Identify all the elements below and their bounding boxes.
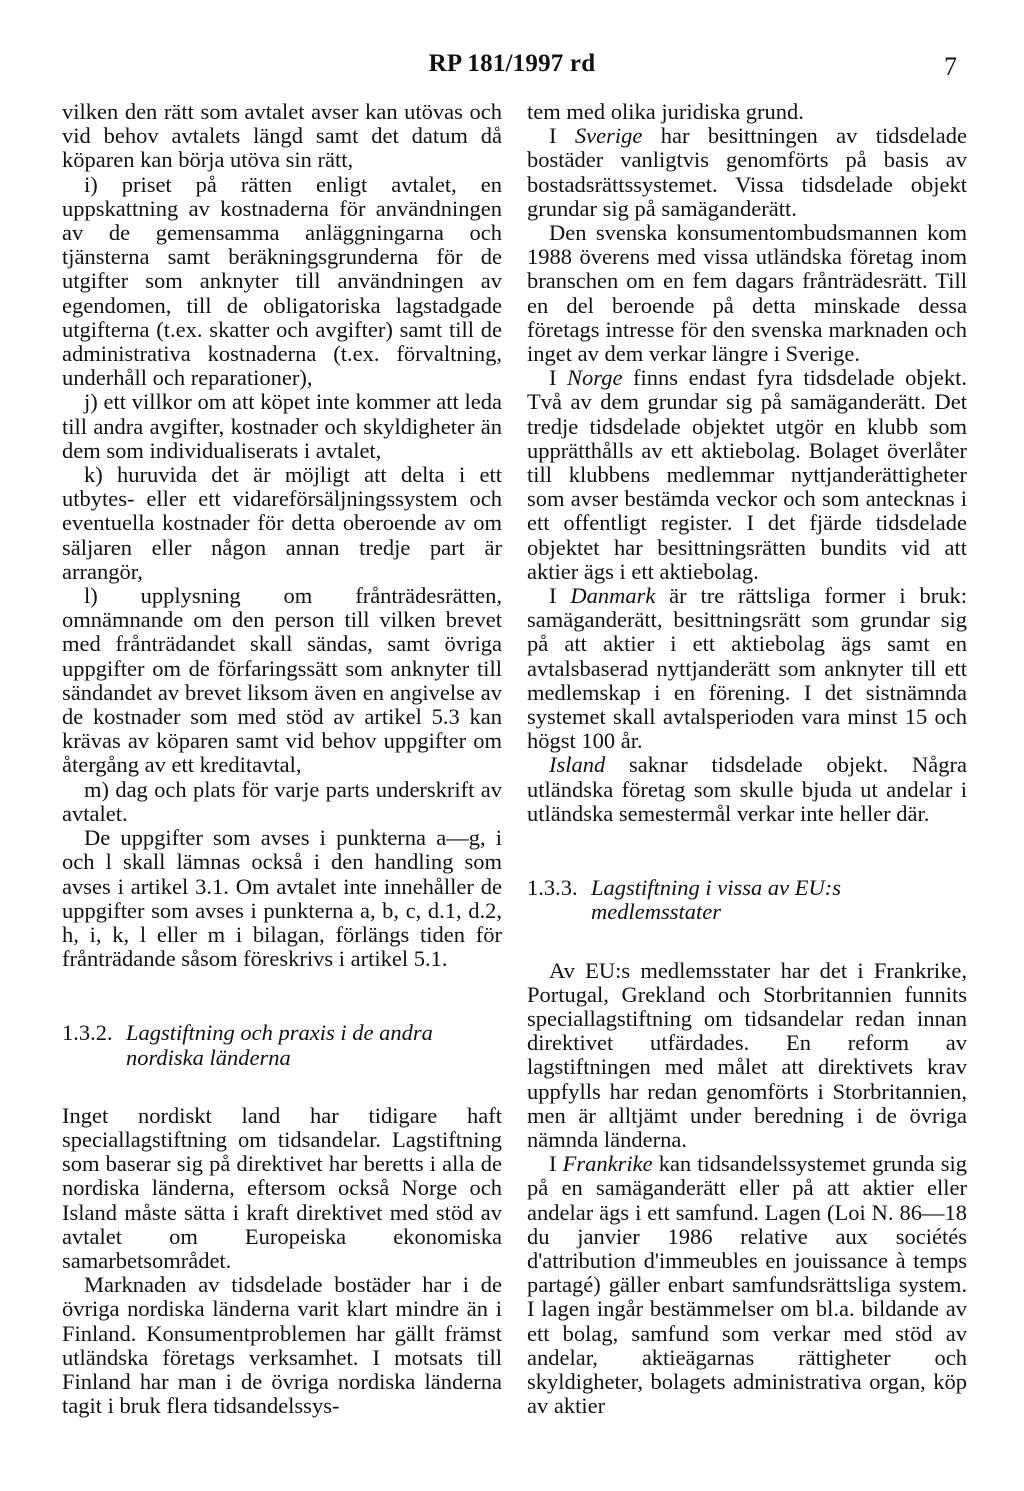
paragraph-konsumentombudsmannen: Den svenska konsumentombudsmannen kom 1988 överens med vissa utländska företag inom branschen om en fem dagars frånträdesrätt. Till en del beroende på detta minskade dessa företags intresse för den svenska marknaden och inget av dem verkar längre i Sverige. xyxy=(527,220,967,367)
paragraph-island xyxy=(527,753,967,826)
section-number: 1.3.2. xyxy=(62,1020,113,1046)
paragraph-marknaden: Marknaden av tidsdelade bostäder har i de övriga nordiska länderna varit klart mindre än i Finland. Konsumentproblemen har gällt främst utländska företags verksamhet. I motsats till Finland har man i de övriga nordiska länderna tagit i bruk flera tidsandelssys- xyxy=(62,1272,502,1419)
text-lead: I xyxy=(549,1151,563,1177)
section-title: Lagstiftning i vissa av EU:s medlemsstater xyxy=(591,875,842,925)
paragraph-intro: vilken den rätt som avtalet avser kan utövas och vid behov avtalets längd samt det datum då köparen kan börja utöva sin rätt, xyxy=(62,99,502,173)
list-item-i: i) priset på rätten enligt avtalet, en uppskattning av kostnaderna för användningen av de gemensamma anläggningarna och tjänsterna samt beräkningsgrunderna för de utgifter som anknyter till användningen av egendomen, till de obligatoriska lagstadgade utgifterna (t.ex. skatter och avgifter) samt till de administrativa kostnaderna (t.ex. förvaltning, underhåll och reparationer), xyxy=(62,171,502,391)
paragraph-norge xyxy=(527,366,967,584)
section-number: 1.3.3. xyxy=(527,875,578,901)
country-name-island: Island xyxy=(549,752,606,778)
paragraph-uppgifter: De uppgifter som avses i punkterna a—g, i och l skall lämnas också i den handling som avses i artikel 3.1. Om avtalet inte innehåller de uppgifter som avses i punkterna a, b, c, d.1, d.2, h, i, k, l eller m i bilagan, förlängs tiden för frånträdande såsom föreskrivs i artikel 5.1. xyxy=(62,825,502,972)
document-header: RP 181/1997 rd xyxy=(428,50,596,77)
paragraph-continuation: tem med olika juridiska grund. xyxy=(527,99,804,124)
left-column xyxy=(62,100,502,1418)
text-body: är tre rättsliga former i bruk: samäganderätt, besittningsrätt som grundar sig på att aktier i ett aktiebolag ägs samt en avtalsbaserad nyttjanderätt som anknyter till ett medlemskap i en förening. I det sistnämnda systemet skall avtalsperioden vara minst 15 och högst 100 år. xyxy=(527,583,967,754)
country-name-danmark: Danmark xyxy=(570,583,656,609)
list-item-j: j) ett villkor om att köpet inte kommer att leda till andra avgifter, kostnader och skyldigheter än dem som individualiserats i avtalet, xyxy=(62,389,502,463)
text-body: kan tidsandelssystemet grunda sig på en samäganderätt eller på att aktier eller andelar ägs i ett samfund. Lagen (Loi N. 86—18 du janvier 1986 relative aux sociétés d'attribution d'immeubles en jouissance à temps partagé) gäller enbart samfundsrättsliga system. I lagen ingår bestämmelser om bl.a. bildande av ett bolag, samfund som verkar med stöd av andelar, aktieägarnas rättigheter och skyldigheter, bolagets administrativa organ, köp av aktier xyxy=(527,1151,967,1419)
page-number: 7 xyxy=(944,52,957,81)
list-item-m: m) dag och plats för varje parts underskrift av avtalet. xyxy=(62,776,502,826)
text-body: har besittningen av tidsdelade bostäder vanligtvis genomförts på basis av bostadsrättssystemet. Vissa tidsdelade objekt grundar sig på samäganderätt. xyxy=(527,123,968,221)
text-lead: I xyxy=(549,123,575,149)
text-lead: I xyxy=(549,365,568,391)
list-item-k: k) huruvida det är möjligt att delta i ett utbytes- eller ett vidareförsäljningssystem och eventuella kostnader för detta oberoende av om säljaren eller någon annan tredje part är arrangör, xyxy=(62,462,502,584)
list-item-l: l) upplysning om frånträdesrätten, omnämnande om den person till vilken brevet med frånträdandet skall sändas, samt övriga uppgifter om de förfaringssätt som anknyter till sändandet av brevet liksom även en angivelse av de kostnader som med stöd av artikel 5.3 kan krävas av köparen samt vid behov uppgifter om återgång av ett kreditavtal, xyxy=(62,583,502,778)
paragraph-sverige xyxy=(527,124,967,221)
paragraph-eu-members: Av EU:s medlemsstater har det i Frankrike, Portugal, Grekland och Storbritannien funnits speciallagstiftning om tidsandelar redan innan direktivet utfärdades. En reform av lagstiftningen med målet att direktivets krav uppfylls har redan genomförts i Storbritannien, men är alltjämt under beredning i de övriga nämnda länderna. xyxy=(527,957,967,1152)
country-name-norge: Norge xyxy=(567,365,623,391)
country-name-frankrike: Frankrike xyxy=(562,1151,653,1177)
country-name-sverige: Sverige xyxy=(574,123,643,149)
section-heading-1-3-3 xyxy=(527,876,967,924)
text-lead: I xyxy=(549,583,571,609)
paragraph-frankrike xyxy=(527,1152,967,1418)
right-column xyxy=(527,100,967,1418)
paragraph-inget: Inget nordiskt land har tidigare haft speciallagstiftning om tidsandelar. Lagstiftning som baserar sig på direktivet har beretts i alla de nordiska länderna, eftersom också Norge och Island måste sätta i kraft direktivet med stöd av avtalet om Europeiska ekonomiska samarbetsområdet. xyxy=(62,1102,502,1273)
section-heading-1-3-2 xyxy=(62,1021,502,1069)
paragraph-danmark xyxy=(527,584,967,753)
text-body: finns endast fyra tidsdelade objekt. Två av dem grundar sig på samäganderätt. Det tredje tidsdelade objektet utgör en klubb som upprätthålls av ett aktiebolag. Bolaget överlåter till klubbens medlemmar nyttjanderättigheter som avser bestämda veckor och som antecknas i ett offentligt register. I det fjärde tidsdelade objektet har besittningsrätten bundits vid att aktier ägs i ett aktiebolag. xyxy=(527,365,967,584)
text-body: saknar tidsdelade objekt. Några utländska företag som skulle bjuda ut andelar i utländska semestermål verkar inte heller där. xyxy=(527,752,967,826)
section-title: Lagstiftning och praxis i de andra nordiska länderna xyxy=(126,1020,433,1070)
